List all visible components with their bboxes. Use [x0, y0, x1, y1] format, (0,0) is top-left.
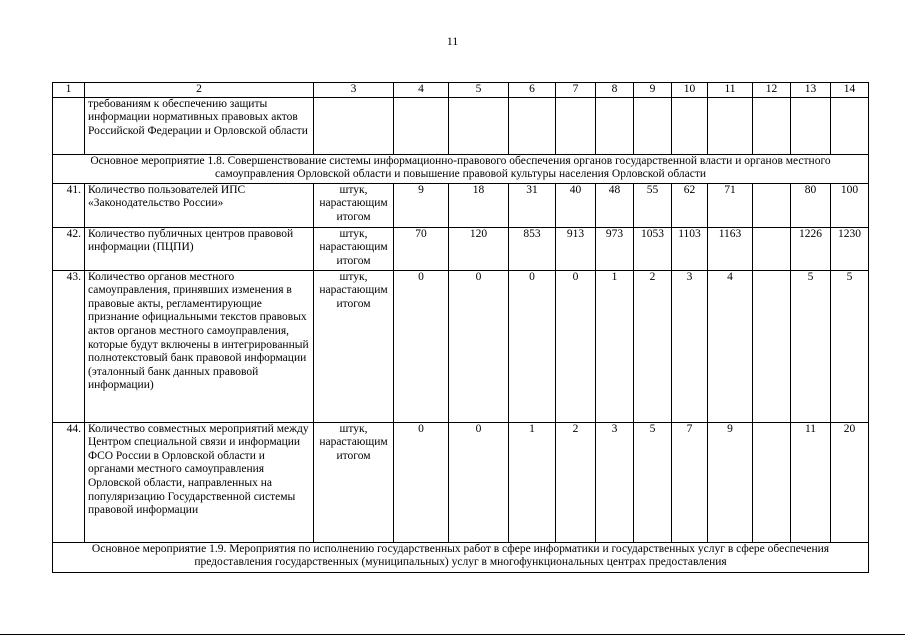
- value-cell: 62: [672, 183, 708, 227]
- table-row: [53, 97, 869, 154]
- unit-cell: штук, нарастающим итогом: [314, 270, 394, 422]
- indicator-name-cell: Количество совместных мероприятий между Центром специальной связи и информации ФСО России в Орловской области и органами местного самоуправления Орловской области, направленных на популяризацию Государственной системы правовой информации: [85, 422, 314, 542]
- indicator-name-cell: Количество пользователей ИПС «Законодательство России»: [85, 183, 314, 227]
- value-cell: 1: [509, 422, 556, 542]
- value-cell: [556, 97, 596, 154]
- value-cell: 2: [556, 422, 596, 542]
- value-cell: 18: [449, 183, 509, 227]
- value-cell: [708, 97, 753, 154]
- value-cell: 5: [831, 270, 869, 422]
- indicators-table: [52, 82, 869, 573]
- header-cell: 9: [634, 83, 672, 98]
- row-number-cell: 42.: [53, 227, 85, 270]
- value-cell: 0: [556, 270, 596, 422]
- value-cell: 100: [831, 183, 869, 227]
- value-cell: [753, 227, 791, 270]
- value-cell: [634, 97, 672, 154]
- section-row: [53, 154, 869, 183]
- section-heading: Основное мероприятие 1.8. Совершенствование системы информационно-правового обеспечения органов государственной власти и органов местного самоуправления Орловской области и повышение правовой культуры населения Орловской области: [53, 154, 869, 183]
- value-cell: [449, 97, 509, 154]
- table-row: [53, 227, 869, 270]
- row-number-cell: 43.: [53, 270, 85, 422]
- table-row: [53, 422, 869, 542]
- value-cell: 1230: [831, 227, 869, 270]
- header-cell: 7: [556, 83, 596, 98]
- header-cell: 2: [85, 83, 314, 98]
- value-cell: 9: [394, 183, 449, 227]
- header-cell: 8: [596, 83, 634, 98]
- header-cell: 12: [753, 83, 791, 98]
- value-cell: 913: [556, 227, 596, 270]
- value-cell: 11: [791, 422, 831, 542]
- value-cell: 0: [394, 270, 449, 422]
- header-cell: 3: [314, 83, 394, 98]
- value-cell: [791, 97, 831, 154]
- value-cell: 7: [672, 422, 708, 542]
- value-cell: 71: [708, 183, 753, 227]
- value-cell: [753, 422, 791, 542]
- header-cell: 14: [831, 83, 869, 98]
- value-cell: 5: [634, 422, 672, 542]
- value-cell: 3: [596, 422, 634, 542]
- value-cell: [753, 97, 791, 154]
- value-cell: [394, 97, 449, 154]
- unit-cell: штук, нарастающим итогом: [314, 183, 394, 227]
- indicator-name-cell: требованиям к обеспечению защиты информации нормативных правовых актов Российской Федерации и Орловской области: [85, 97, 314, 154]
- value-cell: 1163: [708, 227, 753, 270]
- row-number-cell: [53, 97, 85, 154]
- value-cell: 3: [672, 270, 708, 422]
- header-cell: 10: [672, 83, 708, 98]
- header-cell: 1: [53, 83, 85, 98]
- value-cell: 0: [449, 270, 509, 422]
- value-cell: [753, 183, 791, 227]
- value-cell: 9: [708, 422, 753, 542]
- value-cell: 973: [596, 227, 634, 270]
- value-cell: 48: [596, 183, 634, 227]
- unit-cell: штук, нарастающим итогом: [314, 227, 394, 270]
- header-cell: 5: [449, 83, 509, 98]
- value-cell: [753, 270, 791, 422]
- unit-cell: штук, нарастающим итогом: [314, 422, 394, 542]
- value-cell: 853: [509, 227, 556, 270]
- indicator-name-cell: Количество публичных центров правовой информации (ПЦПИ): [85, 227, 314, 270]
- value-cell: 0: [509, 270, 556, 422]
- value-cell: 31: [509, 183, 556, 227]
- row-number-cell: 44.: [53, 422, 85, 542]
- value-cell: 70: [394, 227, 449, 270]
- value-cell: [596, 97, 634, 154]
- value-cell: 55: [634, 183, 672, 227]
- unit-cell: [314, 97, 394, 154]
- header-cell: 13: [791, 83, 831, 98]
- section-row: [53, 542, 869, 572]
- value-cell: 2: [634, 270, 672, 422]
- value-cell: 80: [791, 183, 831, 227]
- table-row: [53, 183, 869, 227]
- value-cell: 1: [596, 270, 634, 422]
- value-cell: 4: [708, 270, 753, 422]
- indicator-name-cell: Количество органов местного самоуправления, принявших изменения в правовые акты, регламентирующие признание официальными текстов правовых актов органов местного самоуправления, которые будут включены в интегрированный полнотекстовый банк правовой информации (эталонный банк данных правовой информации): [85, 270, 314, 422]
- value-cell: 40: [556, 183, 596, 227]
- page-number: 11: [446, 34, 459, 48]
- value-cell: 0: [394, 422, 449, 542]
- value-cell: 1053: [634, 227, 672, 270]
- value-cell: 0: [449, 422, 509, 542]
- value-cell: 1103: [672, 227, 708, 270]
- section-heading: Основное мероприятие 1.9. Мероприятия по исполнению государственных работ в сфере информатики и государственных услуг в сфере обеспечения предоставления государственных (муниципальных) услуг в многофункциональных центрах предоставления: [53, 542, 869, 572]
- value-cell: [831, 97, 869, 154]
- header-cell: 4: [394, 83, 449, 98]
- value-cell: 20: [831, 422, 869, 542]
- value-cell: 120: [449, 227, 509, 270]
- table-row: [53, 270, 869, 422]
- value-cell: [672, 97, 708, 154]
- header-cell: 11: [708, 83, 753, 98]
- row-number-cell: 41.: [53, 183, 85, 227]
- page-bottom-rule: [0, 634, 905, 635]
- header-row: [53, 83, 869, 98]
- value-cell: 5: [791, 270, 831, 422]
- value-cell: [509, 97, 556, 154]
- header-cell: 6: [509, 83, 556, 98]
- value-cell: 1226: [791, 227, 831, 270]
